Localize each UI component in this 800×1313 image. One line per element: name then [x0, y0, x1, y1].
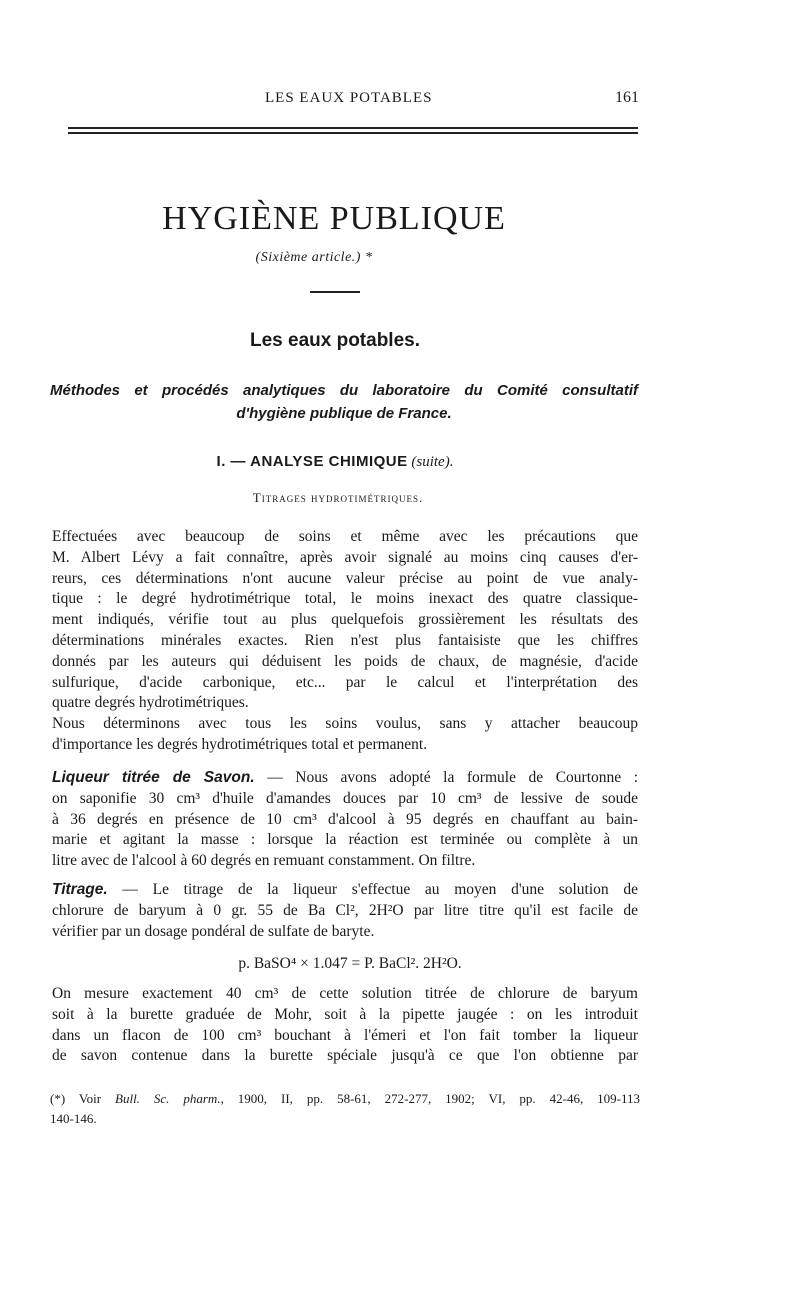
methods-heading — [50, 379, 638, 425]
footnote-line-1-rest: , 1900, II, pp. 58-61, 272-277, 1902; VI, pp. 42-46, 109-113 — [220, 1091, 641, 1106]
text-line: tique : le degré hydrotimétrique total, le moins inexact des quatre classique- — [52, 590, 638, 608]
text-line: litre avec de l'alcool à 60 degrés en remuant constamment. On filtre. — [52, 852, 476, 870]
text-line: vérifier par un dosage pondéral de sulfate de baryte. — [52, 922, 375, 940]
section-title: Les eaux potables. — [249, 330, 420, 351]
text-line: ment indiqués, vérifie tout au plus quelquefois grossièrement les résultats des — [52, 611, 638, 629]
text-line — [52, 768, 638, 789]
analysis-heading-suite: (suite). — [411, 454, 454, 470]
footnote-line-2: 140-146. — [50, 1111, 97, 1126]
text-line: marie et agitant la masse : lorsque la réaction est terminée ou complète à un — [52, 831, 638, 849]
paragraph-4-label: Titrage. — [52, 881, 108, 898]
text-line: d'importance les degrés hydrotimétriques total et permanent. — [52, 735, 428, 753]
footnote — [50, 1089, 640, 1129]
methods-heading-line-1: Méthodes et procédés analytiques du laboratoire du Comité consultatif — [50, 382, 638, 399]
text-line: chlorure de baryum à 0 gr. 55 de Ba Cl², 2H²O par litre titre qu'il est facile de — [52, 901, 638, 919]
text-line — [52, 880, 638, 901]
text-line: déterminations minérales exactes. Rien n'est plus fantaisiste que les chiffres — [52, 631, 638, 649]
footnote-journal: Bull. Sc. pharm. — [115, 1091, 221, 1106]
analysis-heading — [0, 453, 670, 471]
footnote-line-1 — [50, 1089, 640, 1109]
titrages-heading: Titrages hydrotimétriques. — [252, 490, 424, 505]
paragraph-3-line-1-rest: — Nous avons adopté la formule de Courtonne : — [267, 769, 639, 786]
text-line: On mesure exactement 40 cm³ de cette solution titrée de chlorure de baryum — [52, 985, 638, 1002]
paragraph-3-label: Liqueur titrée de Savon. — [52, 769, 255, 786]
text-line: dans un flacon de 100 cm³ bouchant à l'émeri et l'on fait tomber la liqueur — [52, 1026, 638, 1044]
text-line: reurs, ces déterminations n'ont aucune valeur précise au point de vue analy- — [52, 569, 638, 587]
subtitle: (Sixième article.) * — [255, 250, 373, 265]
paragraph-4-line-1-rest: — Le titrage de la liqueur s'effectue au moyen d'une solution de — [122, 881, 639, 898]
footnote-prefix: (*) Voir — [50, 1091, 102, 1106]
text-line: à 36 degrés en présence de 10 cm³ d'alcool à 95 degrés en chauffant au bain- — [52, 810, 638, 828]
text-line: Effectuées avec beaucoup de soins et même avec les précautions que — [52, 528, 638, 545]
page-number: 161 — [615, 89, 639, 106]
analysis-heading-main: I. — ANALYSE CHIMIQUE — [216, 453, 408, 470]
text-line: de savon contenue dans la burette spéciale jusqu'à ce que l'on obtienne par — [52, 1047, 638, 1065]
text-line: soit à la burette graduée de Mohr, soit à la pipette jaugée : on les introduit — [52, 1005, 638, 1023]
paragraph-2 — [52, 714, 638, 756]
text-line: on saponifie 30 cm³ d'huile d'amandes douces par 10 cm³ de lessive de soude — [52, 789, 638, 807]
text-line: M. Albert Lévy a fait connaître, après avoir signalé au moins cinq causes d'er- — [52, 548, 638, 566]
paragraph-4 — [52, 880, 638, 942]
text-line: Nous déterminons avec tous les soins voulus, sans y attacher beaucoup — [52, 715, 638, 732]
header-double-rule — [68, 127, 638, 134]
paragraph-3 — [52, 768, 638, 872]
methods-heading-line-2: d'hygiène publique de France. — [236, 405, 452, 422]
text-line: sulfurique, d'acide carbonique, etc... par le calcul et l'interprétation des — [52, 673, 638, 691]
running-head: LES EAUX POTABLES — [265, 90, 433, 106]
text-line: quatre degrés hydrotimétriques. — [52, 694, 249, 712]
paragraph-5 — [52, 984, 638, 1067]
page-title: HYGIÈNE PUBLIQUE — [162, 200, 506, 237]
text-line: donnés par les auteurs qui déduisent les poids de chaux, de magnésie, d'acide — [52, 652, 638, 670]
title-divider — [310, 291, 360, 293]
paragraph-1 — [52, 527, 638, 714]
formula: p. BaSO⁴ × 1.047 = P. BaCl². 2H²O. — [238, 955, 462, 972]
